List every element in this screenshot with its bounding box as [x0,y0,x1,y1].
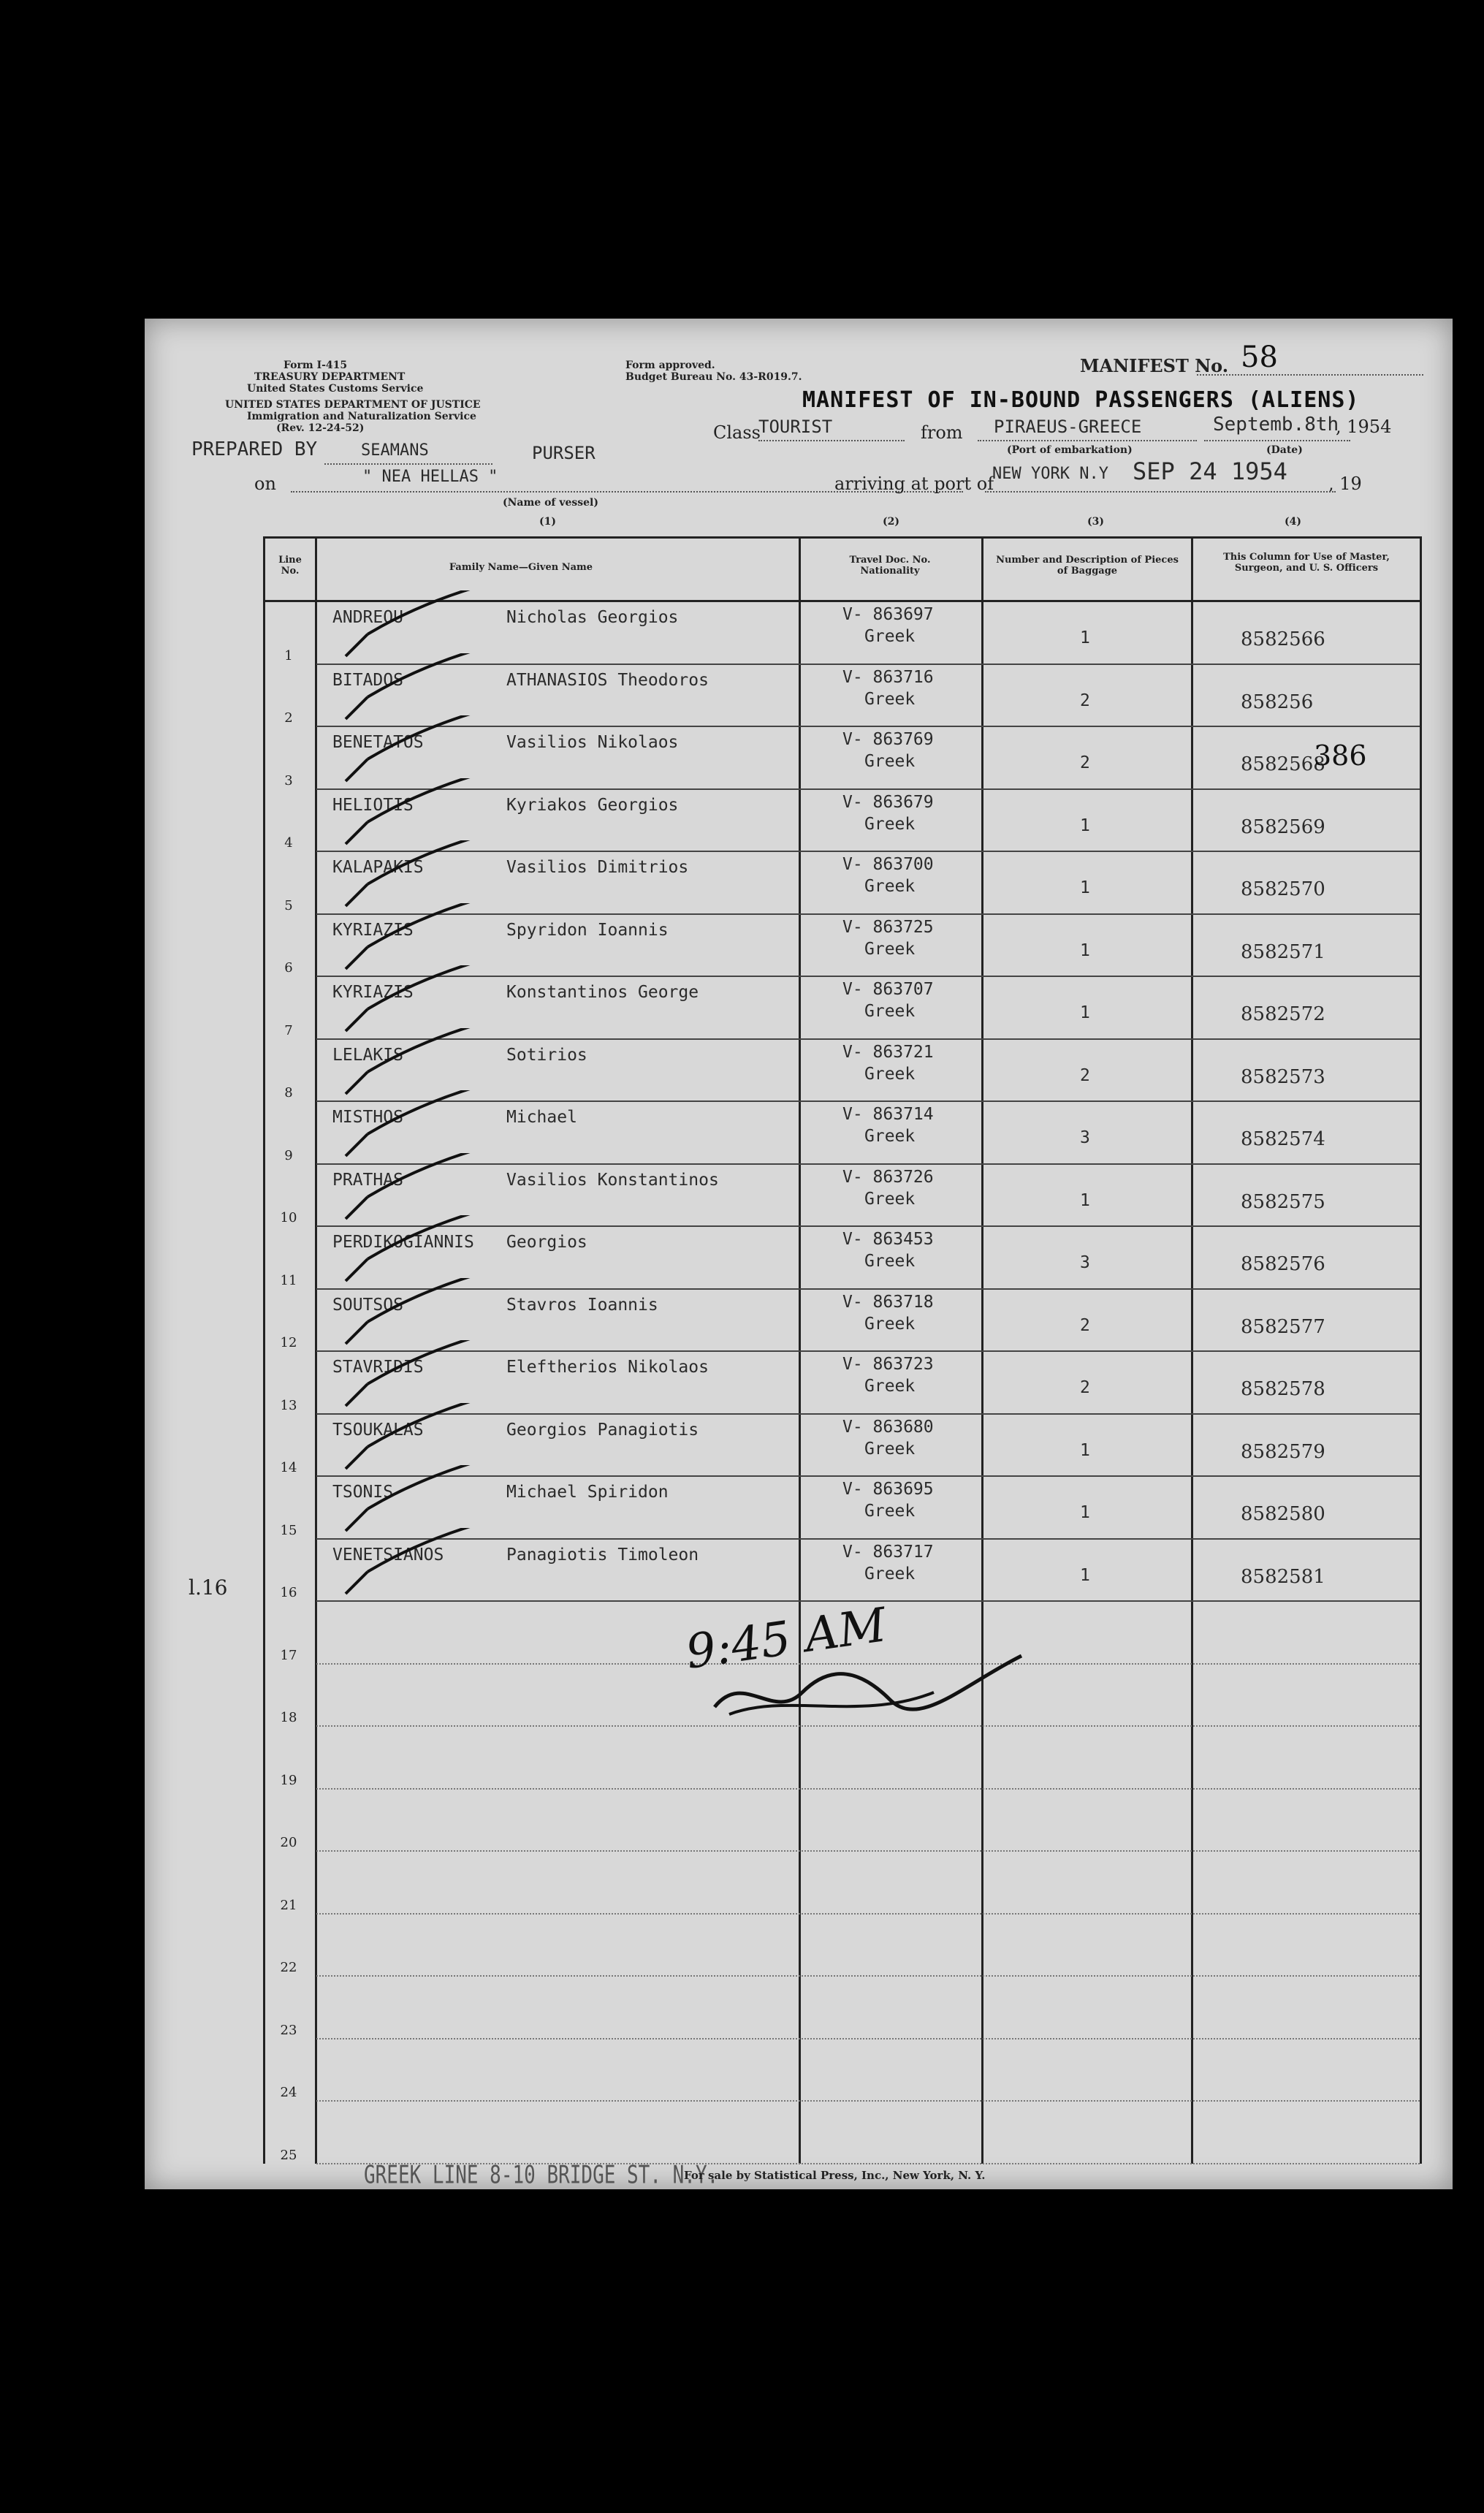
table-row [265,1477,1420,1540]
travel-doc-number: V- 863725 [842,917,934,937]
baggage-count: 3 [1080,1128,1090,1147]
family-name: LELAKIS [332,1045,403,1065]
date-caption: (Date) [1266,444,1303,456]
manifest-page [145,319,1453,2189]
table-row [265,727,1420,790]
form-approved: Form approved. [625,360,715,371]
given-name: Vasilios Dimitrios [506,858,689,877]
travel-doc-number: V- 863695 [842,1480,934,1499]
officer-number: 8582568 [1241,753,1325,775]
ins-service: Immigration and Naturalization Service [247,411,476,422]
nationality: Greek [864,877,916,896]
table-row [265,1227,1420,1290]
row-number: 10 [280,1210,297,1225]
class-underline [758,440,905,441]
table-row [265,1915,1420,1977]
baggage-count: 2 [1080,1315,1090,1335]
arriving-label: arriving at port of [834,474,994,494]
row-number: 1 [284,647,293,664]
date-underline [1204,440,1350,441]
class-value: TOURIST [758,417,833,437]
arrival-year: , 19 [1328,474,1362,494]
family-name: KALAPAKIS [332,858,424,877]
table-row [265,1040,1420,1103]
officer-number: 8582580 [1241,1503,1325,1525]
form-title: MANIFEST OF IN-BOUND PASSENGERS (ALIENS) [802,387,1360,413]
officer-number: 8582579 [1241,1440,1325,1463]
given-name: Michael [506,1108,577,1127]
baggage-count: 1 [1080,940,1090,960]
baggage-count: 2 [1080,753,1090,772]
row-number: 15 [280,1522,297,1538]
row-number: 7 [284,1022,293,1038]
given-name: Konstantinos George [506,983,699,1002]
nationality: Greek [864,1189,916,1209]
header-officers: This Column for Use of Master, Surgeon, and U. S. Officers [1223,552,1390,574]
left-margin-mark: l.16 [189,1575,228,1600]
port-underline [978,440,1197,441]
row-number: 2 [284,710,293,726]
treasury-dept: TREASURY DEPARTMENT [254,371,406,383]
officer-number: 858256 [1241,691,1314,713]
travel-doc-number: V- 863718 [842,1292,934,1312]
row-number: 16 [280,1585,297,1600]
row-number: 22 [280,1960,297,1975]
given-name: Georgios Panagiotis [506,1420,699,1440]
baggage-count: 1 [1080,1190,1090,1210]
given-name: Spyridon Ioannis [506,920,669,940]
nationality: Greek [864,752,916,771]
given-name: Georgios [506,1233,587,1252]
officer-number: 8582577 [1241,1315,1325,1338]
table-row [265,977,1420,1040]
col-num-2: (2) [883,516,899,528]
officer-number: 8582570 [1241,878,1325,900]
row-number: 5 [284,897,293,913]
family-name: SOUTSOS [332,1295,403,1315]
row-number: 23 [280,2022,297,2038]
shipping-stamp: GREEK LINE 8-10 BRIDGE ST. N.Y. [364,2161,719,2190]
row-number: 13 [280,1397,297,1413]
table-row [265,1290,1420,1353]
header-doc: Travel Doc. No. Nationality [849,555,931,577]
table-row [265,915,1420,978]
officer-number: 8582573 [1241,1065,1325,1088]
officer-number: 8582571 [1241,940,1325,963]
passenger-table [263,536,1422,2164]
given-name: Eleftherios Nikolaos [506,1358,709,1377]
given-name: Vasilios Nikolaos [506,733,679,752]
row-number: 24 [280,2085,297,2100]
given-name: Stavros Ioannis [506,1295,658,1315]
printer-note: For sale by Statistical Press, Inc., New York, N. Y. [684,2169,986,2182]
baggage-count: 1 [1080,878,1090,897]
row-number: 18 [280,1710,297,1725]
port-caption: (Port of embarkation) [1007,444,1133,456]
family-name: VENETSIANOS [332,1545,444,1565]
baggage-count: 1 [1080,1503,1090,1522]
nationality: Greek [864,1002,916,1021]
row-number: 17 [280,1647,297,1663]
travel-doc-number: V- 863716 [842,667,934,687]
nationality: Greek [864,1439,916,1459]
row-number: 12 [280,1335,297,1350]
row-number: 6 [284,960,293,976]
nationality: Greek [864,627,916,646]
family-name: BENETATOS [332,733,424,752]
nationality: Greek [864,1252,916,1271]
officer-number: 8582578 [1241,1378,1325,1400]
family-name: MISTHOS [332,1108,403,1127]
table-row [265,1102,1420,1165]
on-label: on [254,474,276,494]
baggage-count: 1 [1080,816,1090,835]
baggage-count: 1 [1080,1565,1090,1585]
nationality: Greek [864,814,916,834]
travel-doc-number: V- 863697 [842,605,934,624]
baggage-count: 2 [1080,1378,1090,1397]
nationality: Greek [864,1564,916,1584]
header-baggage: Number and Description of Pieces of Baggage [996,555,1179,577]
from-label: from [921,422,963,443]
officer-number: 8582572 [1241,1003,1325,1025]
travel-doc-number: V- 863726 [842,1167,934,1187]
prepared-underline [324,463,492,465]
baggage-count: 2 [1080,1065,1090,1085]
table-row [265,1727,1420,1790]
manifest-label: MANIFEST No. [1080,355,1229,376]
table-row [265,1790,1420,1852]
revision: (Rev. 12-24-52) [276,422,365,434]
customs-service: United States Customs Service [247,383,424,395]
nationality: Greek [864,1314,916,1334]
family-name: ANDREOU [332,608,403,627]
arrival-port: NEW YORK N.Y [992,465,1108,483]
table-row [265,790,1420,853]
header-name: Family Name—Given Name [449,562,593,573]
travel-doc-number: V- 863717 [842,1542,934,1562]
travel-doc-number: V- 863700 [842,855,934,874]
travel-doc-number: V- 863680 [842,1417,934,1437]
nationality: Greek [864,939,916,959]
table-row [265,2039,1420,2102]
embark-port: PIRAEUS-GREECE [994,417,1142,437]
col-num-4: (4) [1285,516,1301,528]
vessel-caption: (Name of vessel) [503,497,598,509]
justice-dept: UNITED STATES DEPARTMENT OF JUSTICE [225,399,481,411]
col-num-1: (1) [539,516,556,528]
given-name: Sotirios [506,1045,587,1065]
family-name: TSONIS [332,1483,394,1502]
row-number: 8 [284,1085,293,1100]
table-row [265,1415,1420,1478]
officer-number: 8582569 [1241,816,1325,838]
family-name: TSOUKALAS [332,1420,424,1440]
row-number: 9 [284,1147,293,1163]
family-name: PERDIKOGIANNIS [332,1233,474,1252]
table-row [265,852,1420,915]
officer-number: 8582566 [1241,628,1325,650]
family-name: KYRIAZIS [332,983,414,1002]
table-row [265,602,1420,665]
row-number: 11 [280,1272,297,1288]
travel-doc-number: V- 863769 [842,730,934,749]
nationality: Greek [864,1064,916,1084]
table-row [265,2102,1420,2164]
vessel-name: " NEA HELLAS " [362,468,498,486]
row-number: 14 [280,1460,297,1475]
row-number: 21 [280,1897,297,1913]
baggage-count: 1 [1080,1003,1090,1022]
manifest-number: 58 [1241,341,1278,374]
travel-doc-number: V- 863453 [842,1230,934,1249]
prepared-by: SEAMANS [361,441,429,460]
form-number: Form I-415 [284,360,348,371]
officer-number: 8582581 [1241,1565,1325,1588]
given-name: Nicholas Georgios [506,608,679,627]
row-number: 20 [280,1835,297,1850]
family-name: KYRIAZIS [332,920,414,940]
table-row [265,1977,1420,2039]
extra-number: 386 [1314,740,1367,772]
table-row [265,1540,1420,1603]
travel-doc-number: V- 863723 [842,1355,934,1374]
given-name: Kyriakos Georgios [506,795,679,815]
given-name: Michael Spiridon [506,1483,669,1502]
baggage-count: 3 [1080,1253,1090,1272]
row-number: 3 [284,772,293,788]
handwritten-time: 9:45 AM [682,1598,890,1680]
prepared-label: PREPARED BY [191,438,318,460]
family-name: STAVRIDIS [332,1358,424,1377]
officer-number: 8582576 [1241,1253,1325,1275]
header-line-no: Line No. [278,555,302,577]
family-name: BITADOS [332,670,403,690]
table-row [265,1852,1420,1915]
family-name: PRATHAS [332,1170,403,1190]
officer-number: 8582574 [1241,1128,1325,1150]
travel-doc-number: V- 863707 [842,980,934,999]
row-number: 25 [280,2147,297,2163]
arrival-stamp: SEP 24 1954 [1133,457,1287,485]
manifest-underline [1197,374,1423,376]
signature [700,1641,1036,1729]
class-label: Class [713,422,761,443]
row-number: 4 [284,835,293,851]
officer-number: 8582575 [1241,1190,1325,1213]
baggage-count: 1 [1080,1440,1090,1460]
table-row [265,1352,1420,1415]
nationality: Greek [864,1127,916,1146]
table-row [265,1165,1420,1228]
travel-doc-number: V- 863679 [842,792,934,812]
budget-bureau: Budget Bureau No. 43-R019.7. [625,371,802,383]
arrival-underline [985,491,1336,493]
travel-doc-number: V- 863714 [842,1105,934,1124]
baggage-count: 1 [1080,628,1090,647]
col-num-3: (3) [1087,516,1104,528]
baggage-count: 2 [1080,691,1090,710]
date-year: , 1954 [1336,417,1392,437]
nationality: Greek [864,689,916,709]
given-name: ATHANASIOS Theodoros [506,670,709,690]
nationality: Greek [864,1502,916,1521]
nationality: Greek [864,1377,916,1396]
given-name: Panagiotis Timoleon [506,1545,699,1565]
date-value: Septemb.8th [1213,414,1339,436]
table-row [265,665,1420,728]
given-name: Vasilios Konstantinos [506,1170,719,1190]
prepared-role: PURSER [532,443,595,463]
row-number: 19 [280,1772,297,1788]
travel-doc-number: V- 863721 [842,1042,934,1062]
family-name: HELIOTIS [332,795,414,815]
